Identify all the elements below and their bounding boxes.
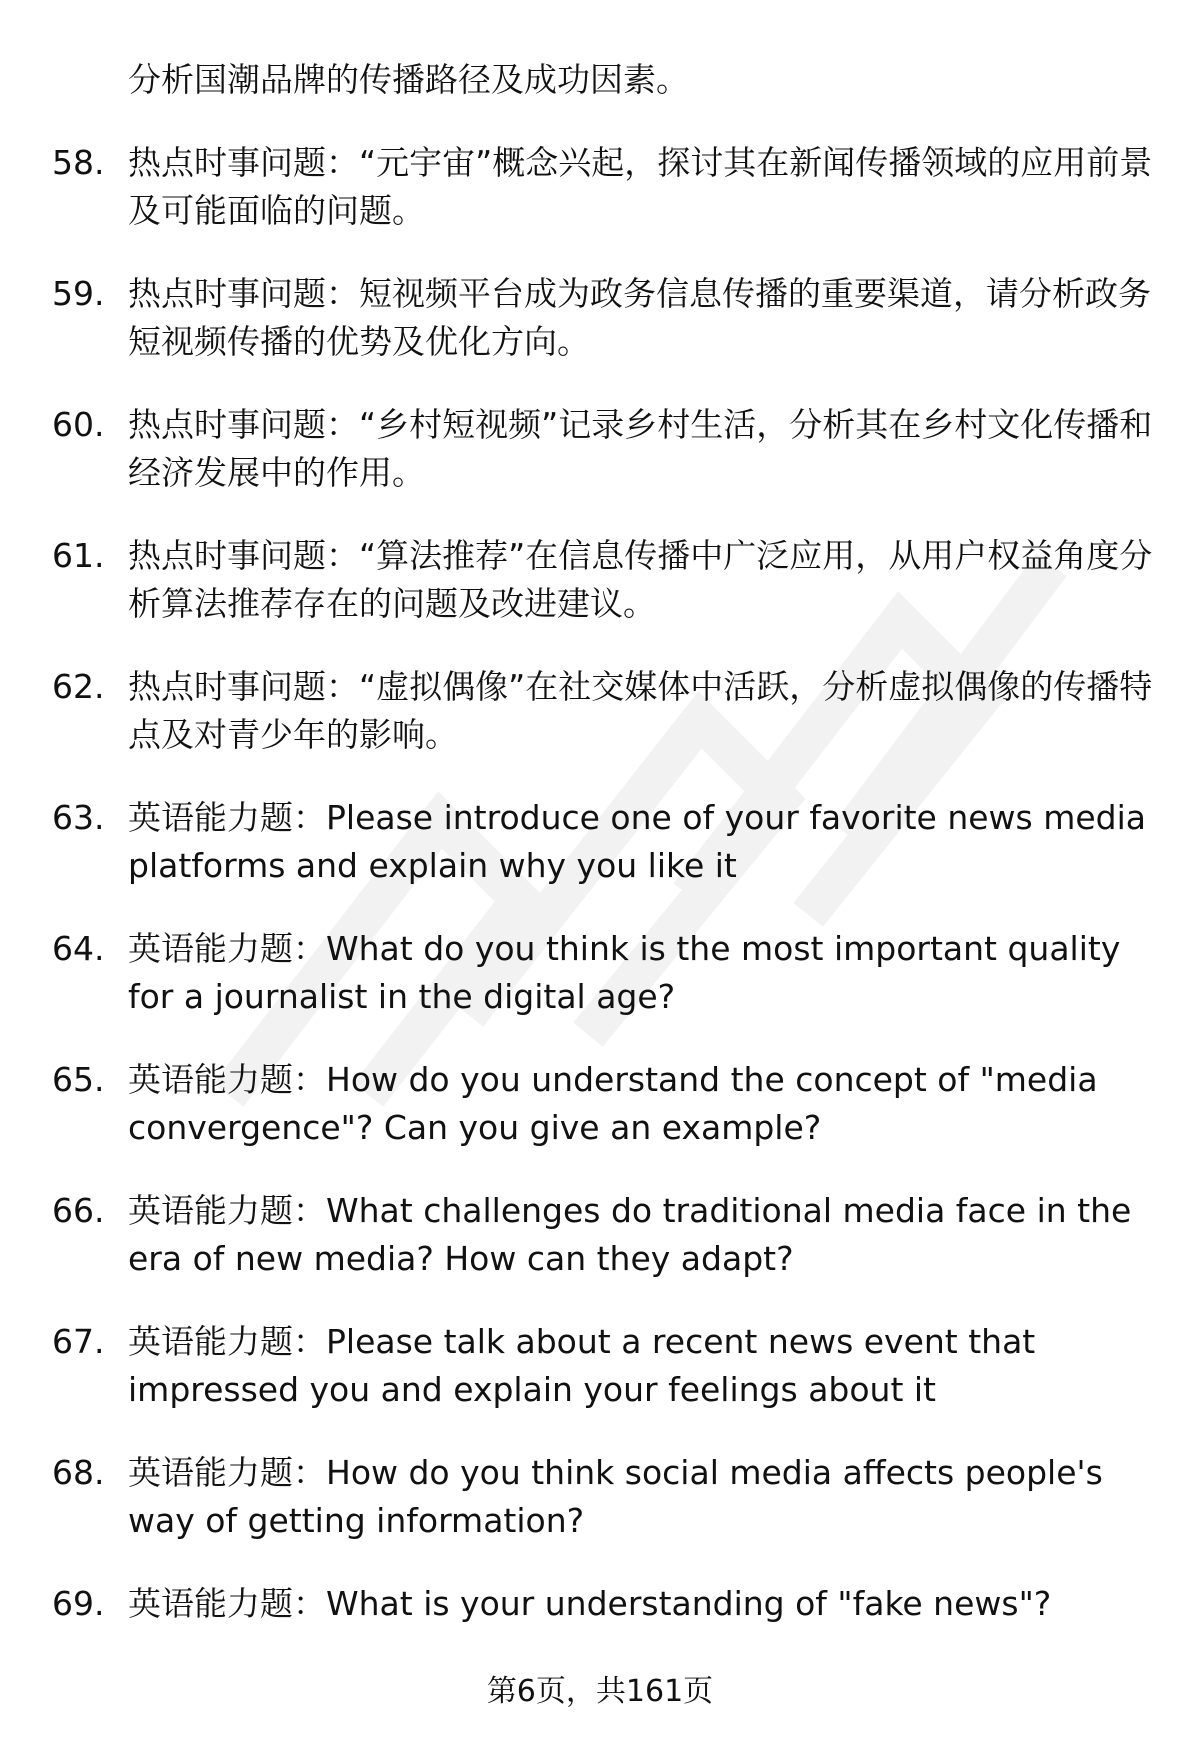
list-item (0, 1449, 1200, 1545)
item-number: 61. (52, 536, 105, 575)
list-item (0, 1580, 1200, 1628)
item-number: 59. (52, 274, 105, 313)
list-item (0, 1187, 1200, 1283)
item-number: 58. (52, 143, 105, 182)
item-text: 英语能力题：How do you understand the concept of "media convergence"? Can you give an example? (128, 1060, 1098, 1147)
item-number: 65. (52, 1060, 105, 1099)
list-item (0, 270, 1200, 366)
item-number: 64. (52, 929, 105, 968)
list-item (0, 794, 1200, 890)
item-text: 英语能力题：What do you think is the most important quality for a journalist in the digital age? (128, 929, 1121, 1016)
item-text: 热点时事问题：短视频平台成为政务信息传播的重要渠道，请分析政务短视频传播的优势及优化方向。 (128, 274, 1151, 361)
item-text: 英语能力题：What is your understanding of "fake news"? (128, 1584, 1052, 1623)
list-item (0, 401, 1200, 497)
item-text: 热点时事问题：“虚拟偶像”在社交媒体中活跃，分析虚拟偶像的传播特点及对青少年的影响。 (128, 667, 1153, 754)
item-number: 63. (52, 798, 105, 837)
item-text: 热点时事问题：“元宇宙”概念兴起，探讨其在新闻传播领域的应用前景及可能面临的问题。 (128, 143, 1153, 230)
list-item (0, 532, 1200, 628)
continued-question-text: 分析国潮品牌的传播路径及成功因素。 (128, 60, 689, 99)
list-item (0, 663, 1200, 759)
item-text: 英语能力题：Please talk about a recent news event that impressed you and explain your feelings about it (128, 1322, 1036, 1409)
item-number: 60. (52, 405, 105, 444)
item-text: 热点时事问题：“算法推荐”在信息传播中广泛应用，从用户权益角度分析算法推荐存在的问题及改进建议。 (128, 536, 1153, 623)
page-number-footer: 第6页，共161页 (486, 1674, 714, 1709)
item-text: 热点时事问题：“乡村短视频”记录乡村生活，分析其在乡村文化传播和经济发展中的作用。 (128, 405, 1153, 492)
list-item (0, 139, 1200, 235)
list-item (0, 925, 1200, 1021)
item-number: 67. (52, 1322, 105, 1361)
list-item (0, 1056, 1200, 1152)
item-text: 英语能力题：What challenges do traditional media face in the era of new media? How can they adapt? (128, 1191, 1132, 1278)
item-text: 英语能力题：Please introduce one of your favorite news media platforms and explain why you like it (128, 798, 1147, 885)
list-item (0, 1318, 1200, 1414)
item-number: 68. (52, 1453, 105, 1492)
item-number: 69. (52, 1584, 105, 1623)
item-number: 62. (52, 667, 105, 706)
item-text: 英语能力题：How do you think social media affects people's way of getting information? (128, 1453, 1103, 1540)
item-number: 66. (52, 1191, 105, 1230)
question-list (0, 56, 1200, 1628)
